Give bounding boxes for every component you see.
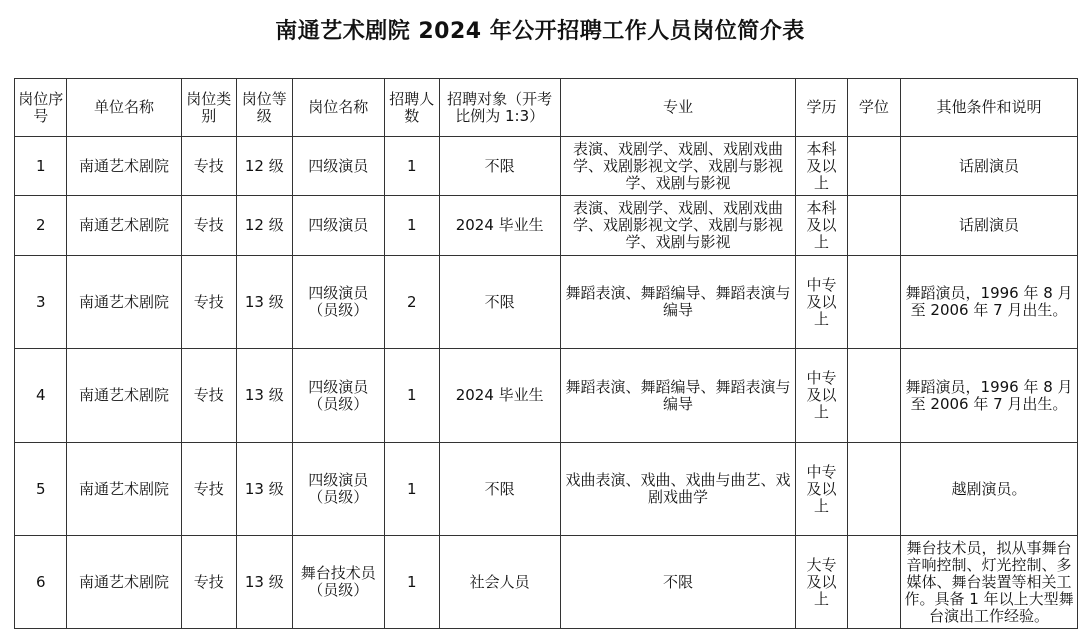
cell-major: 表演、戏剧学、戏剧、戏剧戏曲学、戏剧影视文学、戏剧与影视学、戏剧与影视 — [560, 137, 795, 196]
cell-target: 2024 毕业生 — [439, 349, 560, 443]
table-row — [15, 536, 1078, 629]
cell-notes: 舞蹈演员，1996 年 8 月至 2006 年 7 月出生。 — [901, 349, 1078, 443]
cell-count: 1 — [385, 443, 439, 536]
cell-unit: 南通艺术剧院 — [67, 256, 181, 349]
cell-position: 四级演员 — [292, 196, 385, 256]
cell-seq: 1 — [15, 137, 67, 196]
cell-degree — [847, 256, 900, 349]
cell-count: 1 — [385, 196, 439, 256]
cell-degree — [847, 137, 900, 196]
table-row — [15, 137, 1078, 196]
cell-target: 不限 — [439, 443, 560, 536]
cell-education: 中专及以上 — [796, 443, 847, 536]
cell-notes: 舞台技术员，拟从事舞台音响控制、灯光控制、多媒体、舞台装置等相关工作。具备 1 年以上大型舞台演出工作经验。 — [901, 536, 1078, 629]
cell-seq: 3 — [15, 256, 67, 349]
cell-seq: 2 — [15, 196, 67, 256]
cell-position: 四级演员（员级） — [292, 349, 385, 443]
cell-target: 2024 毕业生 — [439, 196, 560, 256]
cell-degree — [847, 349, 900, 443]
cell-unit: 南通艺术剧院 — [67, 536, 181, 629]
header-grade: 岗位等级 — [237, 79, 293, 137]
cell-unit: 南通艺术剧院 — [67, 137, 181, 196]
cell-grade: 12 级 — [237, 137, 293, 196]
cell-seq: 4 — [15, 349, 67, 443]
cell-category: 专技 — [181, 536, 237, 629]
cell-target: 不限 — [439, 256, 560, 349]
cell-major: 表演、戏剧学、戏剧、戏剧戏曲学、戏剧影视文学、戏剧与影视学、戏剧与影视 — [560, 196, 795, 256]
header-category: 岗位类别 — [181, 79, 237, 137]
cell-count: 1 — [385, 137, 439, 196]
header-degree: 学位 — [847, 79, 900, 137]
cell-grade: 13 级 — [237, 536, 293, 629]
cell-major: 不限 — [560, 536, 795, 629]
cell-education: 中专及以上 — [796, 349, 847, 443]
table-row — [15, 196, 1078, 256]
cell-category: 专技 — [181, 349, 237, 443]
table-header-row — [15, 79, 1078, 137]
page-title: 南通艺术剧院 2024 年公开招聘工作人员岗位简介表 — [275, 19, 805, 44]
table-row — [15, 256, 1078, 349]
job-positions-table — [14, 78, 1078, 629]
cell-grade: 12 级 — [237, 196, 293, 256]
cell-notes: 舞蹈演员，1996 年 8 月至 2006 年 7 月出生。 — [901, 256, 1078, 349]
cell-grade: 13 级 — [237, 349, 293, 443]
header-count: 招聘人数 — [385, 79, 439, 137]
cell-seq: 5 — [15, 443, 67, 536]
header-major: 专业 — [560, 79, 795, 137]
cell-education: 本科及以上 — [796, 137, 847, 196]
cell-position: 四级演员（员级） — [292, 256, 385, 349]
table-row — [15, 349, 1078, 443]
cell-seq: 6 — [15, 536, 67, 629]
cell-unit: 南通艺术剧院 — [67, 349, 181, 443]
cell-major: 舞蹈表演、舞蹈编导、舞蹈表演与编导 — [560, 349, 795, 443]
cell-unit: 南通艺术剧院 — [67, 443, 181, 536]
header-seq: 岗位序号 — [15, 79, 67, 137]
cell-position: 四级演员 — [292, 137, 385, 196]
cell-grade: 13 级 — [237, 443, 293, 536]
cell-degree — [847, 196, 900, 256]
cell-degree — [847, 536, 900, 629]
cell-education: 大专及以上 — [796, 536, 847, 629]
cell-category: 专技 — [181, 443, 237, 536]
cell-target: 不限 — [439, 137, 560, 196]
cell-degree — [847, 443, 900, 536]
cell-position: 四级演员（员级） — [292, 443, 385, 536]
cell-major: 戏曲表演、戏曲、戏曲与曲艺、戏剧戏曲学 — [560, 443, 795, 536]
table-row — [15, 443, 1078, 536]
cell-category: 专技 — [181, 196, 237, 256]
cell-count: 2 — [385, 256, 439, 349]
cell-major: 舞蹈表演、舞蹈编导、舞蹈表演与编导 — [560, 256, 795, 349]
header-notes: 其他条件和说明 — [901, 79, 1078, 137]
cell-unit: 南通艺术剧院 — [67, 196, 181, 256]
header-position: 岗位名称 — [292, 79, 385, 137]
cell-notes: 越剧演员。 — [901, 443, 1078, 536]
cell-count: 1 — [385, 349, 439, 443]
cell-count: 1 — [385, 536, 439, 629]
cell-notes: 话剧演员 — [901, 137, 1078, 196]
cell-target: 社会人员 — [439, 536, 560, 629]
cell-grade: 13 级 — [237, 256, 293, 349]
header-education: 学历 — [796, 79, 847, 137]
header-target: 招聘对象（开考比例为 1:3） — [439, 79, 560, 137]
cell-category: 专技 — [181, 137, 237, 196]
cell-education: 中专及以上 — [796, 256, 847, 349]
cell-education: 本科及以上 — [796, 196, 847, 256]
header-unit: 单位名称 — [67, 79, 181, 137]
cell-category: 专技 — [181, 256, 237, 349]
cell-notes: 话剧演员 — [901, 196, 1078, 256]
cell-position: 舞台技术员（员级） — [292, 536, 385, 629]
